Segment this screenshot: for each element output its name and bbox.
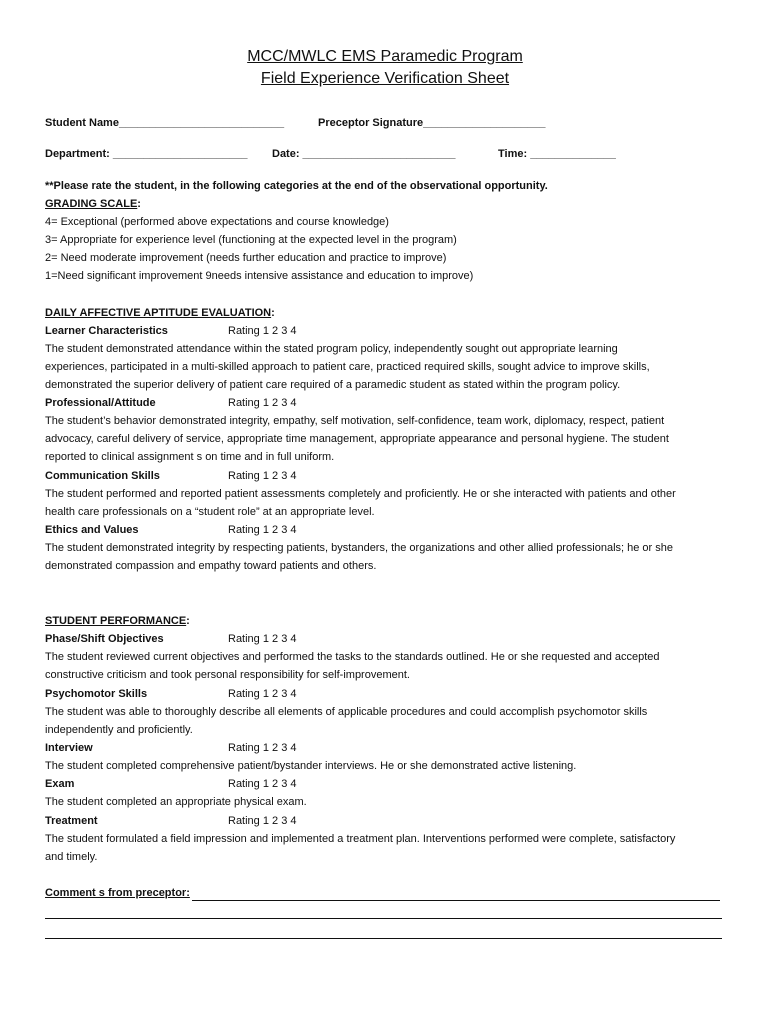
- category-description-line: constructive criticism and took personal responsibility for self-improvement.: [45, 669, 410, 681]
- rating-instructions: **Please rate the student, in the following categories at the end of the observational opportunity.: [45, 180, 548, 192]
- comments-label: Comment s from preceptor:: [45, 887, 190, 899]
- performance-section-heading: [45, 615, 190, 627]
- grading-scale-item: 1=Need significant improvement 9needs intensive assistance and education to improve): [45, 270, 474, 282]
- category-label-ethics: Ethics and Values: [45, 524, 139, 536]
- rating-scale-interview[interactable]: Rating 1 2 3 4: [228, 742, 297, 754]
- category-description-line: The student was able to thoroughly describe all elements of applicable procedures and could accomplish psychomotor skills: [45, 706, 648, 718]
- affective-heading-colon: :: [271, 307, 275, 319]
- category-description-line: demonstrated compassion and empathy toward patients and others.: [45, 560, 377, 572]
- rating-scale-ethics[interactable]: Rating 1 2 3 4: [228, 524, 297, 536]
- page-title-line-1: MCC/MWLC EMS Paramedic Program: [247, 48, 523, 65]
- comment-line[interactable]: [45, 938, 722, 939]
- category-description-line: The student completed an appropriate physical exam.: [45, 796, 307, 808]
- performance-heading-colon: :: [186, 615, 190, 627]
- page-title-line-2: Field Experience Verification Sheet: [260, 70, 510, 87]
- affective-section-heading: [45, 307, 275, 319]
- category-label-treatment: Treatment: [45, 815, 98, 827]
- grading-scale-item: 4= Exceptional (performed above expectations and course knowledge): [45, 216, 389, 228]
- category-description-line: The student completed comprehensive patient/bystander interviews. He or she demonstrated active listening.: [45, 760, 577, 772]
- category-label-objectives: Phase/Shift Objectives: [45, 633, 164, 645]
- category-label-communication: Communication Skills: [45, 470, 160, 482]
- performance-heading-text: STUDENT PERFORMANCE: [45, 615, 187, 627]
- grading-scale-item: 2= Need moderate improvement (needs further education and practice to improve): [45, 252, 447, 264]
- category-description-line: The student formulated a field impression and implemented a treatment plan. Interventions performed were complete, satisfactory: [45, 833, 676, 845]
- category-description-line: independently and proficiently.: [45, 724, 193, 736]
- category-label-psychomotor: Psychomotor Skills: [45, 688, 148, 700]
- category-description-line: demonstrated the superior delivery of patient care required of a paramedic student as stated within the program policy.: [45, 379, 621, 391]
- rating-scale-professional[interactable]: Rating 1 2 3 4: [228, 397, 297, 409]
- category-description-line: health care professionals on a “student role” at an appropriate level.: [45, 506, 375, 518]
- student-name-field[interactable]: Student Name___________________________: [45, 117, 285, 129]
- category-description-line: The student reviewed current objectives and performed the tasks to the standards outlined. He or she requested and accepted: [45, 651, 660, 663]
- rating-scale-objectives[interactable]: Rating 1 2 3 4: [228, 633, 297, 645]
- category-label-professional: Professional/Attitude: [45, 397, 156, 409]
- rating-scale-psychomotor[interactable]: Rating 1 2 3 4: [228, 688, 297, 700]
- category-description-line: experiences, participated in a multi-skilled approach to patient care, practiced required skills, sought advice to improve skills,: [45, 361, 650, 373]
- comment-line[interactable]: [192, 900, 720, 901]
- category-label-learner: Learner Characteristics: [45, 325, 168, 337]
- grading-scale-heading: [45, 198, 141, 210]
- category-description-line: advocacy, careful delivery of service, appropriate time management, appropriate appearance and personal hygiene. The student: [45, 433, 669, 445]
- rating-scale-exam[interactable]: Rating 1 2 3 4: [228, 778, 297, 790]
- category-description-line: The student performed and reported patient assessments completely and proficiently. He or she interacted with patients and other: [45, 488, 676, 500]
- time-field[interactable]: Time: ______________: [498, 148, 616, 160]
- category-description-line: The student’s behavior demonstrated integrity, empathy, self motivation, self-confidence, team work, diplomacy, respect, patient: [45, 415, 665, 427]
- category-label-exam: Exam: [45, 778, 75, 790]
- grading-scale-heading-text: GRADING SCALE: [45, 198, 138, 210]
- category-description-line: and timely.: [45, 851, 98, 863]
- grading-scale-item: 3= Appropriate for experience level (functioning at the expected level in the program): [45, 234, 457, 246]
- rating-scale-treatment[interactable]: Rating 1 2 3 4: [228, 815, 297, 827]
- grading-scale-colon: :: [137, 198, 141, 210]
- rating-scale-learner[interactable]: Rating 1 2 3 4: [228, 325, 297, 337]
- department-field[interactable]: Department: ______________________: [45, 148, 248, 160]
- date-field[interactable]: Date: _________________________: [272, 148, 456, 160]
- preceptor-signature-field[interactable]: Preceptor Signature____________________: [318, 117, 546, 129]
- comment-line[interactable]: [45, 918, 722, 919]
- category-description-line: reported to clinical assignment s on time and in full uniform.: [45, 451, 335, 463]
- category-description-line: The student demonstrated attendance within the stated program policy, independently sought out appropriate learning: [45, 343, 618, 355]
- affective-heading-text: DAILY AFFECTIVE APTITUDE EVALUATION: [45, 307, 272, 319]
- rating-scale-communication[interactable]: Rating 1 2 3 4: [228, 470, 297, 482]
- category-label-interview: Interview: [45, 742, 93, 754]
- category-description-line: The student demonstrated integrity by respecting patients, bystanders, the organizations and other allied professionals; he or she: [45, 542, 673, 554]
